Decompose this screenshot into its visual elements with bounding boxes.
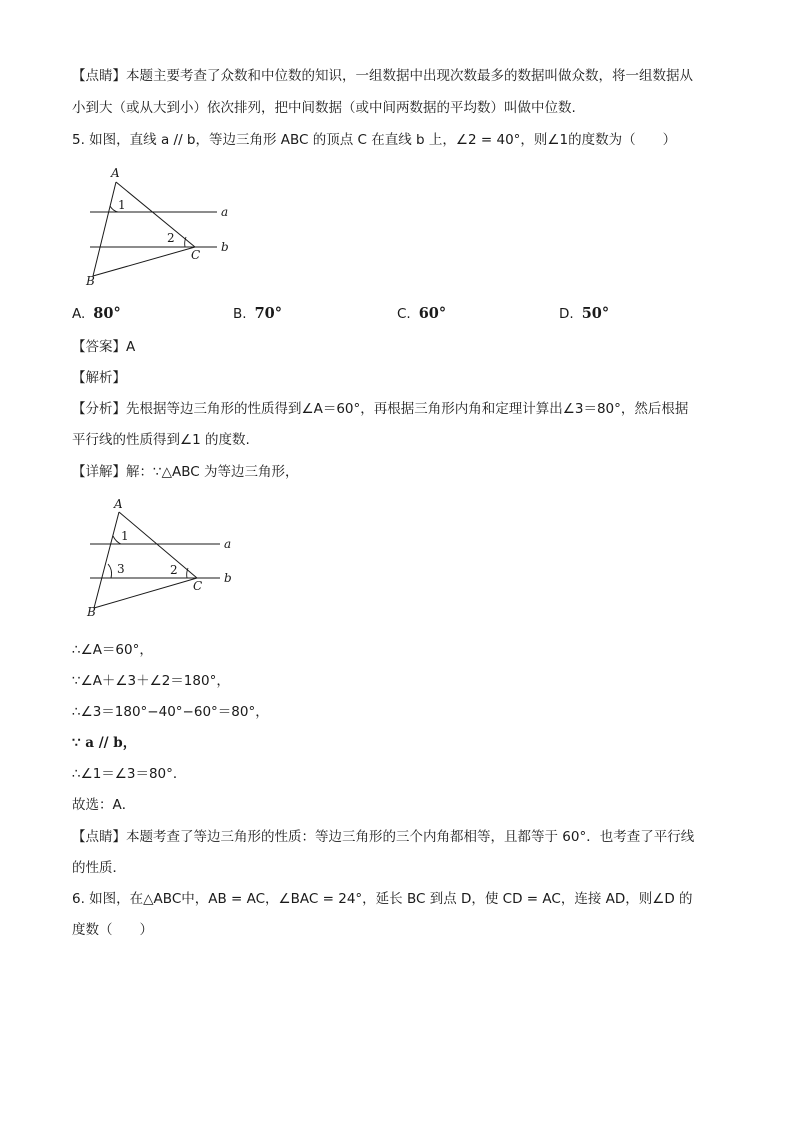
line-label-b: b [224, 571, 232, 585]
angle-label-3: 3 [117, 562, 125, 576]
vertex-label-c: C [191, 248, 201, 262]
vertex-label-a: A [111, 166, 120, 180]
detail-line: 【详解】解：∵△ABC 为等边三角形， [72, 464, 299, 480]
solution-step: ∴∠A＝60°， [72, 642, 153, 658]
option-d[interactable]: D. 50° [559, 305, 610, 322]
choose-line: 故选：A． [72, 797, 136, 813]
line-label-a: a [221, 205, 229, 219]
analysis-line: 平行线的性质得到∠1 的度数. [72, 432, 250, 448]
angle-label-2: 2 [167, 231, 175, 245]
answer-line: 【答案】A [72, 339, 136, 355]
solution-step: ∵∠A＋∠3＋∠2＝180°， [72, 673, 230, 689]
solution-step: ∴∠3＝180°−40°−60°＝80°， [72, 704, 269, 720]
question-6: 6. 如图，在△ABC中，AB = AC，∠BAC = 24°，延长 BC 到点 D，使 CD = AC，连接 AD，则∠D 的 [72, 891, 693, 907]
analysis-line: 【分析】先根据等边三角形的性质得到∠A＝60°，再根据三角形内角和定理计算出∠3＝80°，然后根据 [72, 401, 689, 417]
solution-step: ∵ a // b， [72, 735, 137, 751]
question-5: 5. 如图，直线 a // b，等边三角形 ABC 的顶点 C 在直线 b 上，∠2 = 40°，则∠1的度数为（ ） [72, 132, 677, 148]
option-b[interactable]: B. 70° [233, 305, 282, 322]
angle-label-1: 1 [121, 529, 129, 543]
figure-triangle-with-angle-3 [82, 498, 252, 628]
vertex-label-c: C [193, 579, 203, 593]
angle-label-1: 1 [118, 198, 126, 212]
analysis-title: 【解析】 [72, 370, 126, 386]
point-line: 【点睛】本题考查了等边三角形的性质：等边三角形的三个内角都相等，且都等于 60°．也考查了平行线 [72, 829, 695, 845]
solution-step: ∴∠1＝∠3＝80°． [72, 766, 187, 782]
angle-label-2: 2 [170, 563, 178, 577]
figure-triangle-parallel-lines [82, 165, 252, 295]
option-c[interactable]: C. 60° [397, 305, 447, 322]
vertex-label-b: B [87, 605, 96, 619]
vertex-label-a: A [114, 498, 123, 511]
vertex-label-b: B [86, 274, 95, 288]
question-6-continued: 度数（ ） [72, 922, 153, 938]
option-a[interactable]: A. 80° [72, 305, 121, 322]
text-line: 【点睛】本题主要考查了众数和中位数的知识，一组数据中出现次数最多的数据叫做众数，将一组数据从 [72, 68, 693, 84]
point-line: 的性质． [72, 860, 126, 876]
line-label-a: a [224, 537, 232, 551]
text-line: 小到大（或从大到小）依次排列，把中间数据（或中间两数据的平均数）叫做中位数. [72, 100, 576, 116]
line-label-b: b [221, 240, 229, 254]
